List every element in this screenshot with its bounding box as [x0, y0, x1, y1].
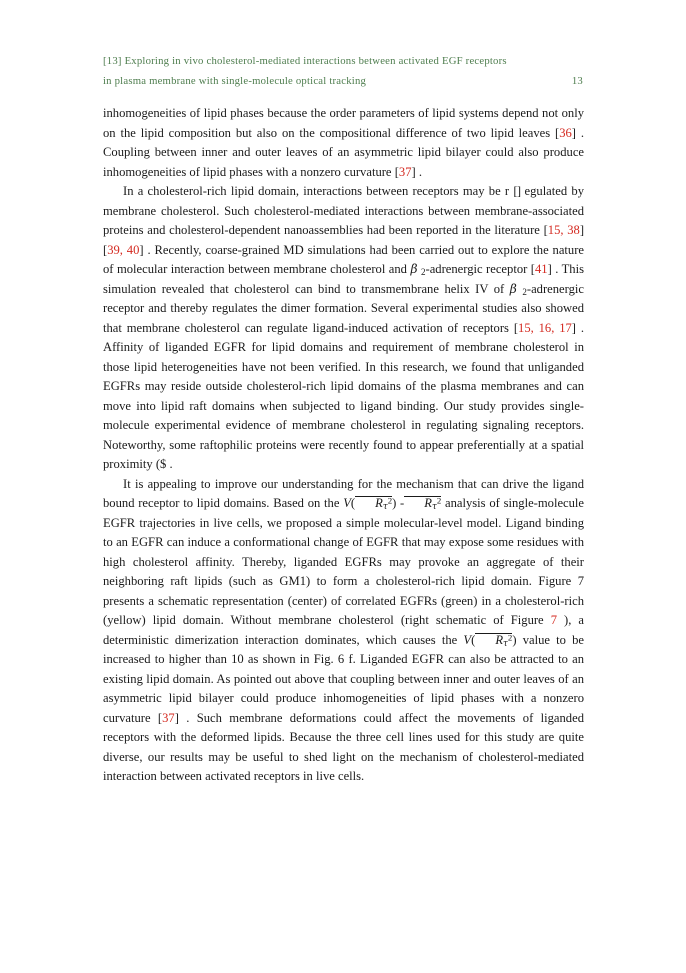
beta-subscript-2: 2 — [522, 286, 527, 297]
paragraph-2-text-part-2: egulated by membrane cholesterol. Such cholesterol-mediated interactions between membrane-associated proteins and cholesterol-dependent nanoassemblies had been reported in the literature — [103, 184, 584, 237]
math-expression-mean-1 — [404, 495, 442, 513]
math-paren-close: ) — [512, 632, 517, 647]
running-header-title-line2: in plasma membrane with single-molecule optical tracking — [103, 74, 367, 87]
citation-39-40[interactable]: 39, 40 — [107, 242, 140, 257]
citation-41[interactable]: 41 — [534, 262, 548, 276]
math-tau-subscript: τ — [503, 638, 508, 649]
citation-bracket-open: [ — [394, 164, 399, 179]
math-minus-sign: - — [396, 496, 405, 510]
math-paren-open: ( — [471, 632, 476, 647]
math-paren-open: ( — [350, 496, 356, 510]
citation-bracket-open: [ — [157, 710, 163, 725]
paragraph-3-text-part-5: . Such membrane deformations could affect the movements of liganded receptors with the deformed lipids. Because the three cell lines used for this study are quite diverse, our results may be useful to shed light on the mechanism of cholesterol-mediated interaction between activated receptors in live cells. — [103, 710, 584, 783]
math-exponent-2: 2 — [387, 495, 393, 506]
citation-bracket-open: [ — [103, 242, 108, 257]
math-overline-group — [475, 633, 512, 647]
paragraph-1 — [103, 104, 584, 182]
citation-bracket-open: [ — [543, 223, 548, 237]
paragraph-3-text-part-2: analysis of single-molecule EGFR trajectories in live cells, we proposed a simple molecular-level model. Ligand binding to an EGFR can induce a conformational change of EGFR that may expose some residues with high cholesterol affinity. Thereby, liganded EGFRs may provoke an aggregate of their neighboring raft lipids (such as GM1) to form a cholesterol-rich lipid domain. Figure 7 presents a schematic representation (center) of correlated EGFRs (green) in a cholesterol-rich (yellow) lipid domain. Without membrane cholesterol (right schematic of Figure — [103, 496, 585, 627]
paragraph-2-text-part-1: In a cholesterol-rich lipid domain, interactions between receptors may be r — [123, 184, 514, 198]
math-tau-subscript: τ — [431, 502, 437, 513]
paragraph-1-text-part-3: . — [415, 164, 422, 179]
math-r-symbol: R — [375, 496, 383, 510]
math-overline-group — [404, 495, 442, 513]
beta-subscript-2: 2 — [420, 266, 426, 277]
paragraph-3-text-part-3: ), a deterministic dimerization interaction dominates, which causes the — [103, 613, 584, 647]
paragraph-3-text-part-4: value to be increased to higher than 10 as shown in Fig. 6 f. Liganded EGFR can also be attracted to an existing lipid domain. As pointed out above that coupling between inner and outer leaves of an asymmetric lipid bilayer could produce inhomogeneities of lipid phases with a nonzero curvature — [103, 632, 584, 725]
running-header — [103, 52, 583, 91]
citation-bracket-close: ] — [547, 262, 552, 276]
math-expression-variance-2 — [463, 633, 516, 647]
math-exponent-2: 2 — [507, 631, 513, 642]
citation-bracket-open: [ — [554, 125, 560, 140]
body-text — [103, 104, 584, 787]
chapter-reference: [13] — [103, 55, 122, 67]
running-header-line2 — [103, 72, 583, 92]
math-overline-group — [355, 495, 393, 513]
citation-15-16-17[interactable]: 15, 16, 17 — [518, 320, 572, 335]
paragraph-3 — [103, 475, 584, 787]
citation-bracket-close: ] — [571, 320, 576, 335]
paragraph-2-text-part-5: -adrenergic receptor — [425, 262, 531, 276]
math-exponent-2: 2 — [436, 495, 442, 506]
beta-symbol: β — [410, 262, 418, 276]
running-header-line1 — [103, 52, 583, 72]
math-tau-subscript: τ — [382, 502, 388, 513]
paragraph-1-text-part-1: inhomogeneities of lipid phases because the order parameters of lipid systems depend not only on the lipid composition but also on the compositional difference of two lipid leaves — [103, 106, 584, 140]
citation-37[interactable]: 37 — [398, 164, 412, 179]
citation-bracket-close: ] — [411, 164, 416, 179]
math-v-symbol: V — [343, 496, 351, 510]
paragraph-2-text-part-4: . Recently, coarse-grained MD simulations had been carried out to explore the nature of molecular interaction between membrane cholesterol and — [103, 242, 584, 276]
empty-bracket-artifact: [] — [513, 184, 521, 198]
citation-37[interactable]: 37 — [162, 710, 175, 725]
figure-reference-7[interactable]: 7 — [550, 613, 557, 627]
paragraph-2 — [103, 182, 584, 475]
paragraph-2-text-part-6: . This simulation revealed that cholesterol can bind to transmembrane helix IV of — [103, 262, 585, 296]
running-header-title-line1: Exploring in vivo cholesterol-mediated interactions between activated EGF receptors — [124, 55, 507, 67]
paragraph-2-text-part-8: . Affinity of liganded EGFR for lipid domains and requirement of membrane cholesterol in those lipid heterogeneities have not been verified. In this research, we found that unliganded EGFRs may reside outside cholesterol-rich lipid domains of the plasma membranes and can move into lipid raft domains when subjected to ligand binding. Our study provides single-molecule experimental evidence of membrane cholesterol in regulating signaling receptors. Noteworthy, some raftophilic proteins were recently found to appear preferentially at a spatial proximity ($ . — [103, 320, 584, 471]
citation-bracket-open: [ — [513, 320, 519, 335]
math-r-symbol: R — [495, 632, 504, 647]
citation-15-38[interactable]: 15, 38 — [547, 223, 580, 237]
math-r-symbol: R — [424, 496, 432, 510]
math-v-symbol: V — [463, 632, 472, 647]
page-number: 13 — [571, 74, 583, 87]
citation-bracket-close: ] — [579, 223, 585, 237]
paragraph-2-text-part-7: -adrenergic receptor and thereby regulates the dimer formation. Several experimental studies also showed that membrane cholesterol can regulate ligand-induced activation of receptors — [103, 281, 584, 335]
citation-bracket-close: ] — [571, 125, 576, 140]
math-paren-close: ) — [392, 496, 397, 510]
citation-bracket-close: ] — [174, 710, 179, 725]
citation-bracket-close: ] — [139, 242, 144, 257]
paragraph-3-text-part-1: It is appealing to improve our understanding for the mechanism that can drive the ligand bound receptor to lipid domains. Based on the — [103, 476, 584, 510]
paragraph-1-text-part-2: . Coupling between inner and outer leaves of an asymmetric lipid bilayer could also produce inhomogeneities of lipid phases with a nonzero curvature — [103, 125, 585, 179]
citation-36[interactable]: 36 — [559, 125, 572, 140]
citation-bracket-open: [ — [530, 262, 535, 276]
beta-symbol: β — [509, 281, 517, 296]
math-expression-variance-1 — [343, 495, 397, 513]
